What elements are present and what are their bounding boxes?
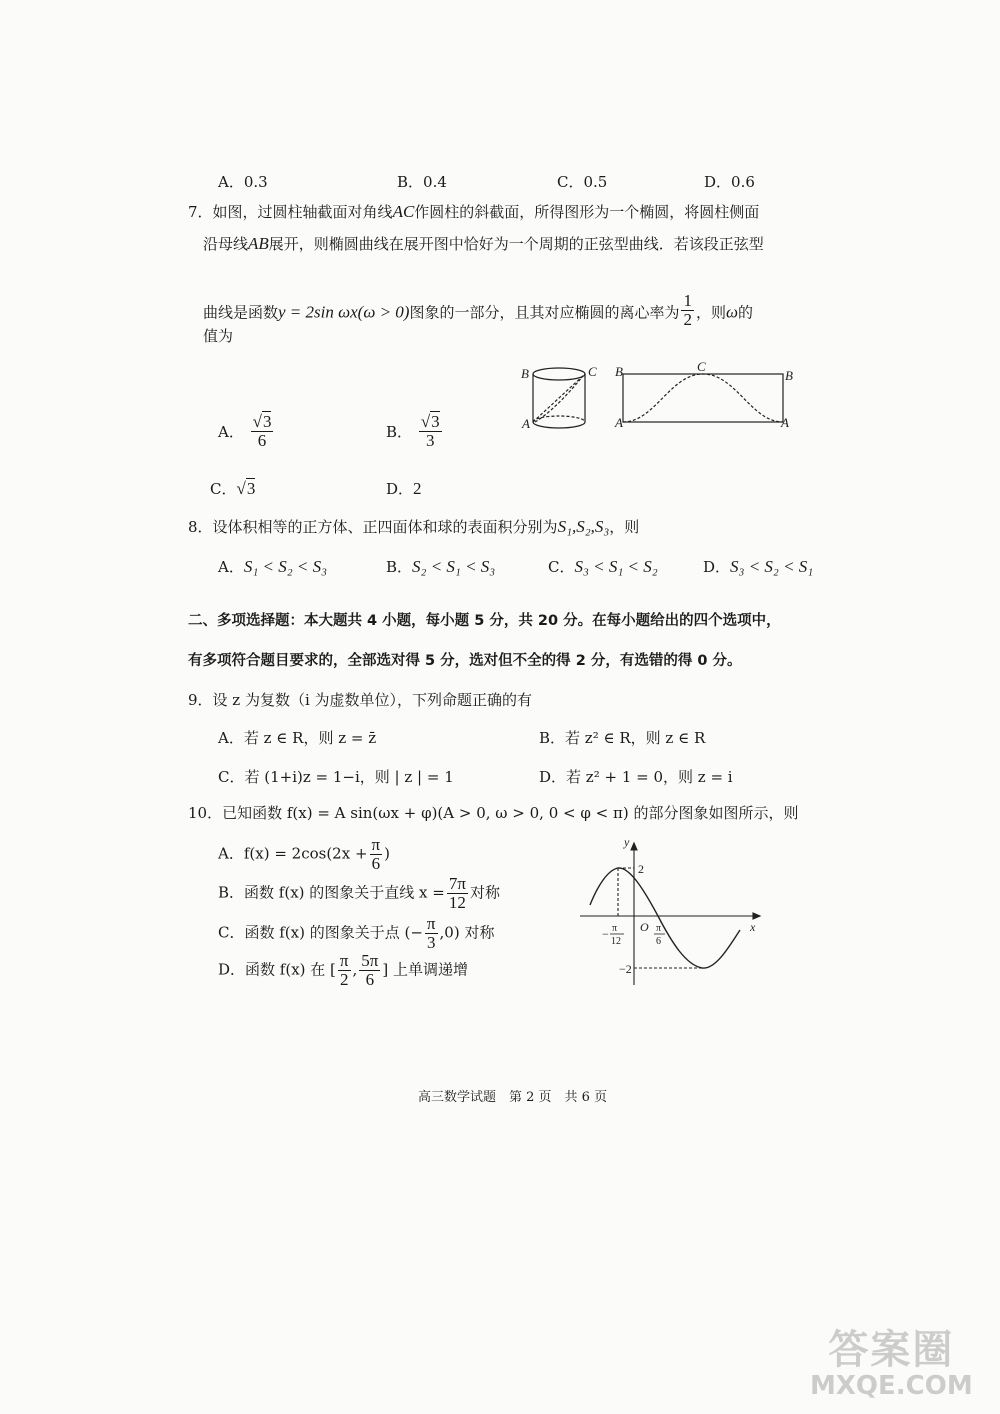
q6-option-a: A．0.3 xyxy=(218,173,268,191)
page-footer: 高三数学试题 第 2 页 共 6 页 xyxy=(418,1090,608,1105)
fig-label-c2: C xyxy=(697,360,706,374)
q7-line-4: 值为 xyxy=(203,327,234,345)
x-right-num: π xyxy=(656,923,662,934)
sine-curve xyxy=(590,868,740,968)
q9-option-b: B．若 z² ∈ R，则 z ∈ R xyxy=(539,729,706,747)
section-2-line-1: 二、多项选择题：本大题共 4 小题，每小题 5 分，共 20 分。在每小题给出的四个选项中， xyxy=(188,613,781,629)
q10-graph xyxy=(570,835,770,995)
q8-option-d: D．S₃ < S₂ < S₁ xyxy=(703,557,814,576)
watermark-logo xyxy=(810,1318,973,1401)
x-left-sign: − xyxy=(602,927,609,941)
y-max-label: 2 xyxy=(638,862,644,876)
q6-option-c: C．0.5 xyxy=(557,173,608,191)
fig-label-b2: B xyxy=(615,364,623,379)
q8-option-b: B．S₂ < S₁ < S₃ xyxy=(386,557,496,576)
q8-stem: 8．设体积相等的正方体、正四面体和球的表面积分别为S₁,S₂,S₃，则 xyxy=(188,517,640,536)
x-axis-label: x xyxy=(750,920,756,934)
q6-option-b: B．0.4 xyxy=(397,173,447,191)
fig-label-a2: A xyxy=(615,415,623,430)
q8-option-a: A．S₁ < S₂ < S₃ xyxy=(218,557,328,576)
q8-option-c: C．S₃ < S₁ < S₂ xyxy=(548,557,658,576)
q7-option-d: D．2 xyxy=(386,479,422,498)
watermark-title: 答案圈 xyxy=(828,1327,955,1373)
q7-eccentricity: $\frac{1}{2}$ xyxy=(683,291,692,329)
q7-option-b: B． $\frac{√3}{3}$ xyxy=(386,412,440,450)
q7-option-a: A． $\frac{√3}{6}$ xyxy=(218,412,272,450)
fig-label-b3: B xyxy=(785,368,793,383)
y-axis-label: y xyxy=(624,835,630,849)
q10-option-d: D．函数 f(x) 在 [ $\frac{\pi}{2}$ , $\frac{5\pi}{6}$ ] 上单调递增 xyxy=(218,951,468,989)
x-left-num: π xyxy=(612,923,618,934)
q9-stem: 9．设 z 为复数（i 为虚数单位），下列命题正确的有 xyxy=(188,691,533,709)
q7-figure xyxy=(515,360,805,440)
q9-option-d: D．若 z² + 1 = 0，则 z = i xyxy=(539,768,733,786)
watermark-url: MXQE.COM xyxy=(810,1371,973,1401)
q10-option-b: B．函数 f(x) 的图象关于直线 x = $\frac{7\pi}{12}$ 对称 xyxy=(218,874,500,912)
q10-stem: 10．已知函数 f(x) = A sin(ωx + φ)(A > 0, ω > 0, 0 < φ < π) 的部分图象如图所示，则 xyxy=(188,804,799,822)
q7-line-3: 曲线是函数y = 2sin ωx(ω > 0)图象的一部分，且其对应椭圆的离心率为 $\frac{1}{2}$ ，则ω的 xyxy=(203,291,754,329)
q9-option-c: C．若 (1+i)z = 1−i，则 | z | = 1 xyxy=(218,768,454,786)
origin-label: O xyxy=(640,920,649,934)
q10-option-a: A．f(x) = 2cos(2x + $\frac{\pi}{6}$ ) xyxy=(218,835,390,873)
fig-label-b1: B xyxy=(521,366,529,381)
fig-label-c1: C xyxy=(588,364,597,379)
section-2-line-2: 有多项符合题目要求的，全部选对得 5 分，选对但不全的得 2 分，有选错的得 0 分。 xyxy=(188,653,742,669)
q7-line-2: 沿母线AB展开，则椭圆曲线在展开图中恰好为一个周期的正弦型曲线．若该段正弦型 xyxy=(203,234,764,253)
x-right-den: 6 xyxy=(656,936,661,947)
q7-line-1: 7．如图，过圆柱轴截面对角线AC作圆柱的斜截面，所得图形为一个椭圆，将圆柱侧面 xyxy=(188,202,760,221)
q6-option-d: D．0.6 xyxy=(704,173,755,191)
q10-option-c: C．函数 f(x) 的图象关于点 (− $\frac{\pi}{3}$ ,0) 对称 xyxy=(218,914,495,952)
fig-label-a3: A xyxy=(781,415,789,430)
y-min-label: −2 xyxy=(619,962,632,976)
x-left-den: 12 xyxy=(611,936,621,947)
q7-option-c: C．√3 xyxy=(210,479,256,498)
fig-label-a1: A xyxy=(522,416,530,431)
q9-option-a: A．若 z ∈ R，则 z = z̄ xyxy=(218,729,377,747)
